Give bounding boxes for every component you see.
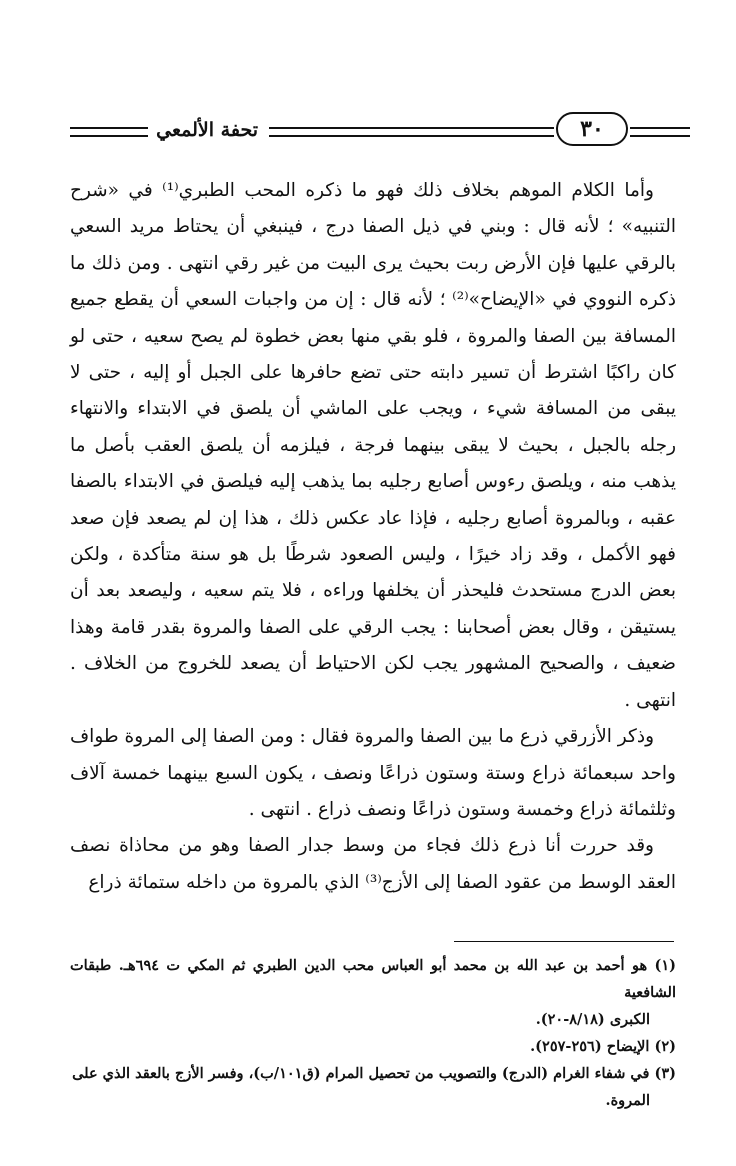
page-header xyxy=(70,112,690,152)
footnotes xyxy=(70,952,676,1114)
running-title: تحفة الألمعي xyxy=(156,119,258,141)
paragraph: وقد حررت أنا ذرع ذلك فجاء من وسط جدار الصفا وهو من محاذاة نصف العقد الوسط من عقود الصفا إلى الأزج⁽³⁾ الذي بالمروة من داخله ستمائة ذراع xyxy=(70,835,676,893)
page-number: ٣٠ xyxy=(556,112,628,146)
main-text xyxy=(70,173,676,901)
header-rule-middle xyxy=(269,127,554,137)
footnote-separator xyxy=(454,941,674,942)
header-rule-right xyxy=(630,127,690,137)
footnote-2: (٢) الإيضاح (٢٥٦-٢٥٧). xyxy=(530,1038,676,1055)
footnote-3-line-2: المروة. xyxy=(605,1092,650,1109)
footnote-1-line-1: (١) هو أحمد بن عبد الله بن محمد أبو العباس محب الدين الطبري ثم المكي ت ٦٩٤هـ. طبقات الشافعية xyxy=(70,957,677,1001)
header-rule-left xyxy=(70,127,148,137)
footnote-3-line-1: (٣) في شفاء الغرام (الدرج) والتصويب من تحصيل المرام (ق١٠١/ب)، وفسر الأزج بالعقد الذي على xyxy=(72,1065,676,1082)
footnote-1-line-2: الكبرى (٨/١٨-٢٠). xyxy=(535,1011,650,1028)
paragraph: وذكر الأزرقي ذرع ما بين الصفا والمروة فقال : ومن الصفا إلى المروة طواف واحد سبعمائة ذراع وستة وستون ذراعًا ونصف ، يكون السبع بينهما خمسة آلاف وثلثمائة ذراع وخمسة وستون ذراعًا ونصف ذراع . انتهى . xyxy=(70,726,676,820)
paragraph: وأما الكلام الموهم بخلاف ذلك فهو ما ذكره المحب الطبري⁽¹⁾ في «شرح التنبيه» ؛ لأنه قال : وبني في ذيل الصفا درج ، فينبغي أن يحتاط مريد السعي بالرقي عليها فإن الأرض ربت بحيث يرى البيت من غير رقي انتهى . ومن ذلك ما ذكره النووي في «الإيضاح»⁽²⁾ ؛ لأنه قال : إن من واجبات السعي أن يقطع جميع المسافة بين الصفا والمروة ، فلو بقي منها بعض خطوة لم يصح سعيه ، حتى لو كان راكبًا اشترط أن تسير دابته حتى تضع حافرها على الجبل أو إليه ، حتى لا يبقى من المسافة شيء ، ويجب على الماشي أن يلصق في الابتداء والانتهاء رجله بالجبل ، بحيث لا يبقى بينهما فرجة ، فيلزمه أن يلصق العقب بأصل ما يذهب منه ، ويلصق رءوس أصابع رجليه بما يذهب إليه فيلصق في الابتداء بالصفا عقبه ، وبالمروة أصابع رجليه ، فإذا عاد عكس ذلك ، هذا إن لم يصعد فإن صعد فهو الأكمل ، وقد زاد خيرًا ، وليس الصعود شرطًا بل هو سنة متأكدة ، ولكن بعض الدرج مستحدث فليحذر أن يخلفها وراءه ، فلا يتم سعيه ، وليصعد بعد أن يستيقن ، وقال بعض أصحابنا : يجب الرقي على الصفا والمروة بقدر قامة وهذا ضعيف ، والصحيح المشهور يجب لكن الاحتياط أن يصعد للخروج من الخلاف . انتهى . xyxy=(70,180,676,711)
